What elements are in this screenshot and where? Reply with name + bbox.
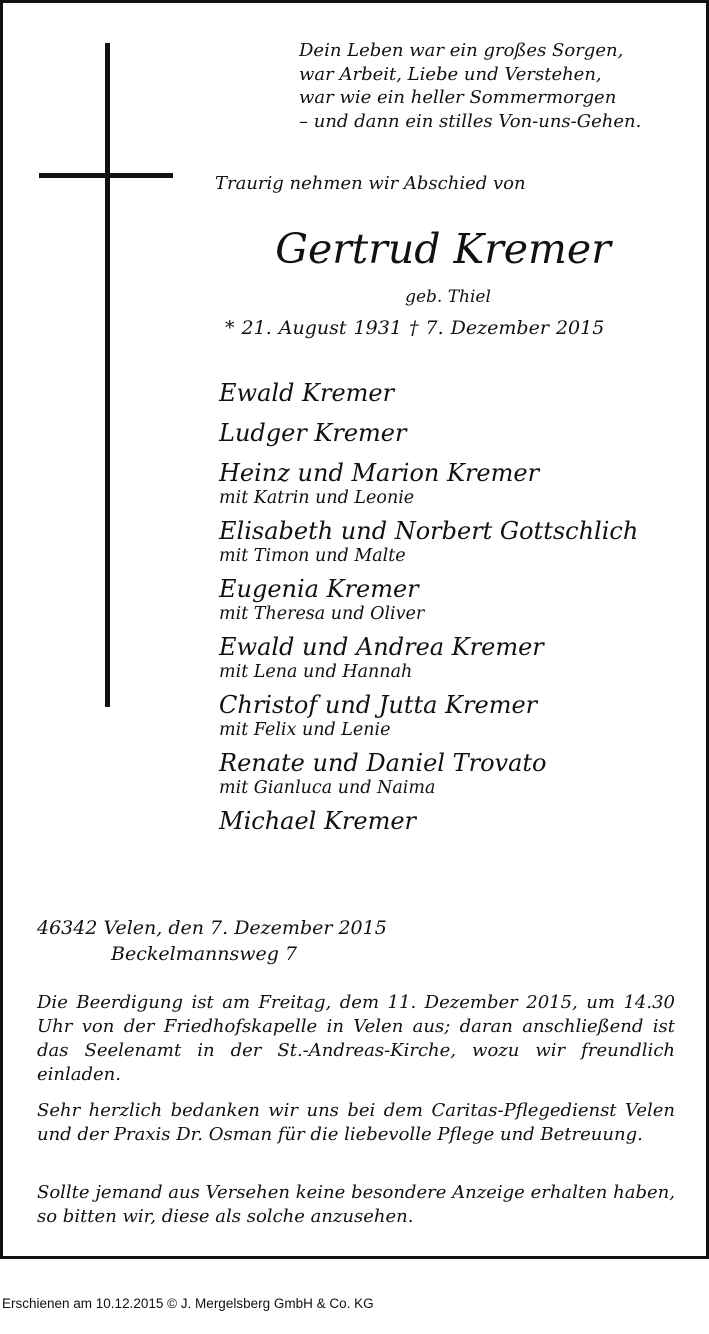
birth-name: geb. Thiel: [405, 287, 491, 307]
poem-line: war Arbeit, Liebe und Verstehen,: [299, 63, 602, 85]
place-date: 46342 Velen, den 7. Dezember 2015: [37, 917, 387, 939]
cross-icon: [105, 43, 110, 707]
deceased-name: Gertrud Kremer: [275, 225, 611, 273]
family-member: Elisabeth und Norbert Gottschlich: [219, 517, 639, 545]
family-list: [219, 379, 638, 835]
poem-line: – und dann ein stilles Von-uns-Gehen.: [299, 110, 642, 132]
family-children: mit Timon und Malte: [219, 546, 406, 566]
funeral-info: Die Beerdigung ist am Freitag, dem 11. Dezember 2015, um 14.30 Uhr von der Friedhofskapelle in Velen aus; daran anschließend ist das Seelenamt in der St.-Andreas-Kirche, wozu wir freundlich einladen.: [37, 992, 675, 1085]
family-children: mit Felix und Lenie: [219, 720, 391, 740]
life-dates: * 21. August 1931 † 7. Dezember 2015: [225, 317, 605, 339]
poem: [299, 39, 641, 133]
family-member: Ewald und Andrea Kremer: [219, 633, 544, 661]
notice-text: Sollte jemand aus Versehen keine besondere Anzeige erhalten haben, so bitten wir, diese als solche anzusehen.: [37, 1182, 675, 1227]
family-children: mit Gianluca und Naima: [219, 778, 436, 798]
family-children: mit Theresa und Oliver: [219, 604, 425, 624]
family-member: Christof und Jutta Kremer: [219, 691, 538, 719]
intro-text: Traurig nehmen wir Abschied von: [215, 173, 526, 194]
family-children: mit Katrin und Leonie: [219, 488, 415, 508]
family-member: Heinz und Marion Kremer: [219, 459, 540, 487]
poem-line: war wie ein heller Sommermorgen: [299, 87, 617, 108]
poem-line: Dein Leben war ein großes Sorgen,: [299, 40, 624, 61]
cross-bar: [39, 173, 173, 178]
street-address: Beckelmannsweg 7: [111, 943, 298, 965]
publication-footer: Erschienen am 10.12.2015 © J. Mergelsberg GmbH & Co. KG: [2, 1296, 374, 1311]
family-member: Michael Kremer: [219, 807, 417, 835]
family-member: Renate und Daniel Trovato: [219, 749, 547, 777]
family-member: Eugenia Kremer: [219, 575, 419, 603]
family-member: Ludger Kremer: [219, 419, 407, 447]
family-children: mit Lena und Hannah: [219, 662, 413, 682]
thanks-text: Sehr herzlich bedanken wir uns bei dem Caritas-Pflegedienst Velen und der Praxis Dr. Osman für die liebevolle Pflege und Betreuung.: [37, 1100, 675, 1145]
family-member: Ewald Kremer: [219, 379, 395, 407]
